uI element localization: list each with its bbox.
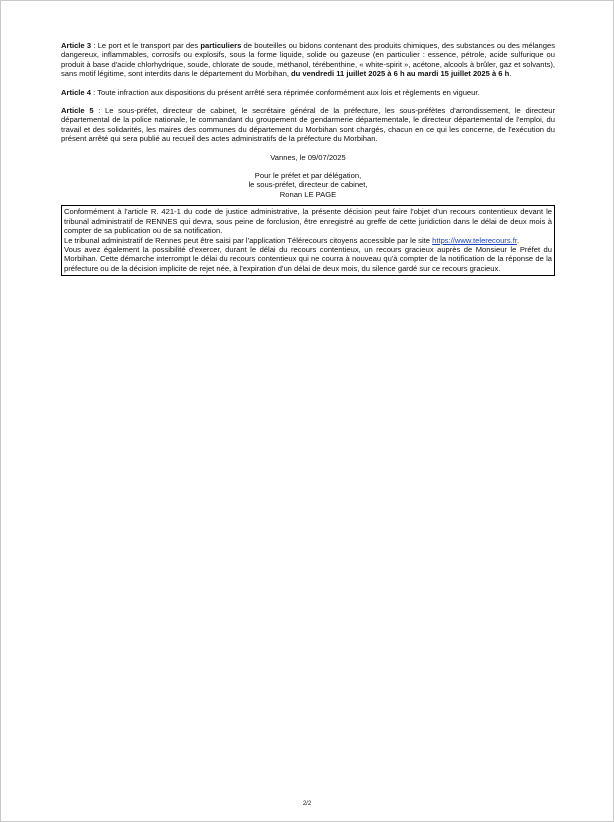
signature-place-date: Vannes, le 09/07/2025 bbox=[270, 152, 346, 162]
article-3-text-3: . bbox=[509, 69, 512, 79]
article-3-label: Article 3 bbox=[61, 41, 92, 50]
signature-name: Ronan LE PAGE bbox=[279, 189, 337, 199]
notice-paragraph-2 bbox=[64, 236, 552, 245]
article-5-text: Le sous-préfet, directeur de cabinet, le secrétaire général de la préfecture, les sous-préfètes d'arrondissement, le directeur départemental de la police nationale, le commandant du groupement de gendarmerie départementale, le directeur départemental de l'emploi, du travail et des solidarités, les maires des communes du département du Morbihan sont chargés, chacun en ce qui les concerne, de l'exécution du présent arrêté qui sera publié au recueil des actes administratifs de la préfecture du Morbihan. bbox=[61, 106, 555, 144]
telerecours-link[interactable]: https://www.telerecours.fr bbox=[432, 235, 517, 245]
notice-paragraph-1: Conformément à l'article R. 421-1 du code de justice administrative, la présente décision peut faire l'objet d'un recours contentieux devant le tribunal administratif de RENNES qui devra, sous peine de forclusion, être enregistré au greffe de cette juridiction dans le délai de deux mois à compter de sa publication ou de sa notification. bbox=[64, 207, 552, 236]
signature-delegation: Pour le préfet et par délégation, bbox=[254, 171, 362, 181]
article-3-text-1: Le port et le transport par des bbox=[97, 41, 201, 50]
article-5-label: Article 5 bbox=[61, 106, 94, 116]
page-number: 2/2 bbox=[302, 801, 312, 807]
article-3 bbox=[61, 41, 555, 79]
article-3-text-2: de bouteilles ou bidons contenant des produits chimiques, des substances ou des mélanges dangereux, inflammables, corrosifs ou explosifs, sous la forme liquide, solide ou gazeuse (en particulier : essence, pétrole, acide sulfurique ou produit à base d'acide chlorhydrique, soude, chlorate de soude, méthanol, térébenthine, « white-spirit », acétone, alcools à brûler, gaz et solvants), sans motif légitime, sont interdits dans le département du Morbihan, bbox=[61, 41, 555, 79]
article-4 bbox=[61, 88, 555, 97]
article-3-bold-dates: du vendredi 11 juillet 2025 à 6 h au mardi 15 juillet 2025 à 6 h bbox=[291, 69, 510, 79]
signature-block bbox=[61, 171, 555, 199]
article-5 bbox=[61, 106, 555, 144]
notice-period: . bbox=[516, 235, 520, 245]
document-body bbox=[61, 41, 555, 276]
legal-recourse-notice bbox=[61, 205, 555, 276]
article-5-separator: : bbox=[93, 106, 106, 116]
signature-title: le sous-préfet, directeur de cabinet, bbox=[248, 180, 368, 190]
notice-paragraph-3: Vous avez également la possibilité d'exercer, durant le délai du recours contentieux, un recours gracieux auprès de Monsieur le Préfet du Morbihan. Cette démarche interrompt le délai du recours contentieux qui ne courra à nouveau qu'à compter de la notification de la réponse de la préfecture ou de la décision implicite de rejet née, à l'expiration d'un délai de deux mois, du silence gardé sur ce recours gracieux. bbox=[64, 244, 552, 273]
article-4-separator: : bbox=[90, 87, 98, 97]
article-3-bold-particuliers: particuliers bbox=[200, 41, 242, 50]
notice-telerecours-text: Le tribunal administratif de Rennes peut être saisi par l'application Télérecours citoyens accessible par le site bbox=[64, 235, 433, 245]
article-4-text: Toute infraction aux dispositions du présent arrêté sera réprimée conformément aux lois et règlements en vigueur. bbox=[97, 87, 480, 97]
article-4-label: Article 4 bbox=[61, 87, 91, 97]
article-3-separator: : bbox=[91, 41, 98, 50]
